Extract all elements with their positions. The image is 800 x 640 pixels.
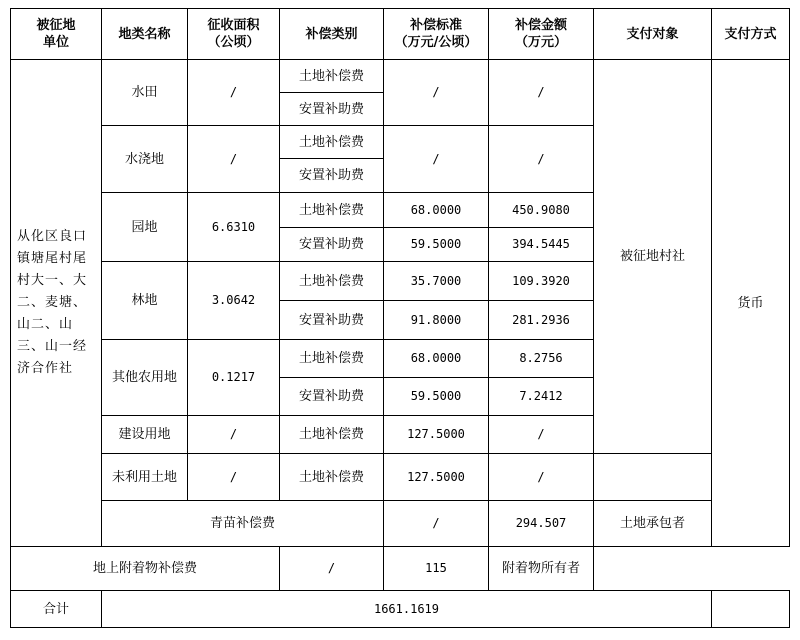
land-type-cell: 建设用地	[102, 416, 188, 454]
standard-cell: 68.0000	[384, 340, 489, 378]
land-type-cell: 未利用土地	[102, 454, 188, 501]
amount-cell: 7.2412	[489, 378, 594, 416]
comp-type-cell: 土地补偿费	[280, 340, 384, 378]
table-row	[11, 547, 790, 591]
standard-cell: 35.7000	[384, 262, 489, 301]
land-type-cell: 林地	[102, 262, 188, 340]
comp-type-cell: 土地补偿费	[280, 60, 384, 93]
standard-cell: /	[280, 547, 384, 591]
standard-cell: 127.5000	[384, 454, 489, 501]
amount-cell: 281.2936	[489, 301, 594, 340]
header-land-type: 地类名称	[102, 9, 188, 60]
payee-cell: 被征地村社	[594, 60, 712, 454]
total-value: 1661.1619	[102, 591, 712, 628]
standard-cell: 91.8000	[384, 301, 489, 340]
table-row	[11, 501, 790, 547]
comp-type-cell: 土地补偿费	[280, 193, 384, 228]
amount-cell: /	[489, 454, 594, 501]
comp-type-cell: 安置补助费	[280, 378, 384, 416]
header-row	[11, 9, 790, 60]
header-amount: 补偿金额 （万元）	[489, 9, 594, 60]
area-cell: /	[188, 126, 280, 193]
standard-cell: /	[384, 60, 489, 126]
amount-cell: /	[489, 416, 594, 454]
attachments-comp-label: 地上附着物补偿费	[11, 547, 280, 591]
area-cell: 3.0642	[188, 262, 280, 340]
header-standard: 补偿标准 （万元/公顷）	[384, 9, 489, 60]
header-method: 支付方式	[712, 9, 790, 60]
land-type-cell: 水浇地	[102, 126, 188, 193]
comp-type-cell: 土地补偿费	[280, 126, 384, 159]
total-label: 合计	[11, 591, 102, 628]
comp-type-cell: 安置补助费	[280, 159, 384, 193]
area-cell: /	[188, 454, 280, 501]
area-cell: /	[188, 60, 280, 126]
amount-cell: 8.2756	[489, 340, 594, 378]
comp-type-cell: 土地补偿费	[280, 416, 384, 454]
standard-cell: 59.5000	[384, 228, 489, 262]
comp-type-cell: 安置补助费	[280, 93, 384, 126]
payee-cell: 土地承包者	[594, 501, 712, 547]
amount-cell: 450.9080	[489, 193, 594, 228]
amount-cell: 294.507	[489, 501, 594, 547]
standard-cell: 59.5000	[384, 378, 489, 416]
header-unit: 被征地 单位	[11, 9, 102, 60]
total-row	[11, 591, 790, 628]
area-cell: 0.1217	[188, 340, 280, 416]
amount-cell: 394.5445	[489, 228, 594, 262]
table-row	[11, 454, 790, 501]
crops-comp-label: 青苗补偿费	[102, 501, 384, 547]
amount-cell: /	[489, 60, 594, 126]
standard-cell: 127.5000	[384, 416, 489, 454]
standard-cell: /	[384, 126, 489, 193]
header-payee: 支付对象	[594, 9, 712, 60]
land-type-cell: 其他农用地	[102, 340, 188, 416]
amount-cell: 109.3920	[489, 262, 594, 301]
comp-type-cell: 土地补偿费	[280, 262, 384, 301]
total-empty-cell	[712, 591, 790, 628]
land-type-cell: 水田	[102, 60, 188, 126]
standard-cell: /	[384, 501, 489, 547]
land-type-cell: 园地	[102, 193, 188, 262]
comp-type-cell: 安置补助费	[280, 301, 384, 340]
comp-type-cell: 安置补助费	[280, 228, 384, 262]
payee-cell: 附着物所有者	[489, 547, 594, 591]
amount-cell: /	[489, 126, 594, 193]
standard-cell: 68.0000	[384, 193, 489, 228]
comp-type-cell: 土地补偿费	[280, 454, 384, 501]
pay-method-cell: 货币	[712, 60, 790, 547]
header-area: 征收面积 （公顷）	[188, 9, 280, 60]
amount-cell: 115	[384, 547, 489, 591]
expropriated-unit-cell: 从化区良口镇塘尾村尾村大一、大二、麦塘、山二、山三、山一经济合作社	[11, 60, 102, 547]
area-cell: /	[188, 416, 280, 454]
area-cell: 6.6310	[188, 193, 280, 262]
table-row	[11, 60, 790, 93]
header-comp-type: 补偿类别	[280, 9, 384, 60]
compensation-table	[10, 8, 790, 628]
